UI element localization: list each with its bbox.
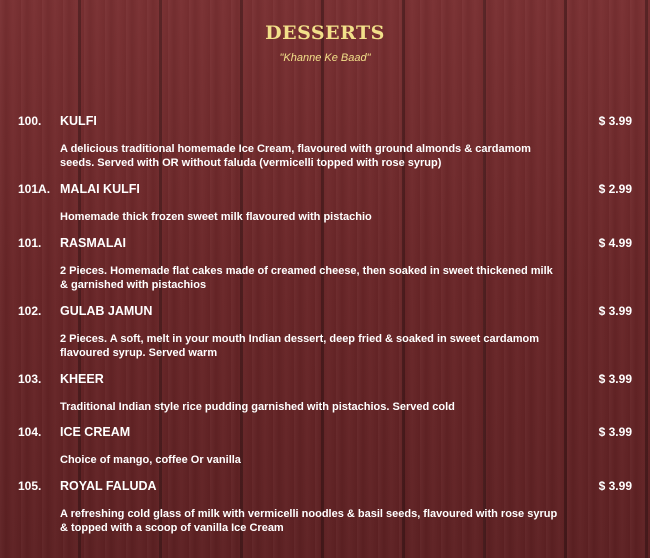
page-subtitle: "Khanne Ke Baad" [279,52,371,64]
item-name: KHEER [60,372,104,386]
item-name: ROYAL FALUDA [60,479,157,493]
item-number: 102. [18,304,42,318]
item-name: RASMALAI [60,236,126,250]
item-description: A delicious traditional homemade Ice Cream, flavoured with ground almonds & cardamom seeds. Served with OR without faluda (vermicelli topped with rose syrup) [60,143,531,169]
item-price: $ 3.99 [598,114,632,128]
item-price: $ 3.99 [598,425,632,439]
item-name: GULAB JAMUN [60,304,153,318]
item-description: Homemade thick frozen sweet milk flavoured with pistachio [60,211,372,223]
item-description: Traditional Indian style rice pudding garnished with pistachios. Served cold [60,401,455,413]
item-number: 101. [18,236,42,250]
item-number: 105. [18,479,42,493]
item-name: MALAI KULFI [60,182,140,196]
item-price: $ 3.99 [598,372,632,386]
item-price: $ 3.99 [598,479,632,493]
item-price: $ 4.99 [598,236,632,250]
item-description: A refreshing cold glass of milk with vermicelli noodles & basil seeds, flavoured with rose syrup & topped with a scoop of vanilla Ice Cream [60,508,558,534]
item-name: ICE CREAM [60,425,131,439]
item-description: Choice of mango, coffee Or vanilla [60,454,241,466]
item-price: $ 3.99 [598,304,632,318]
item-number: 103. [18,372,42,386]
item-number: 100. [18,114,42,128]
item-price: $ 2.99 [598,182,632,196]
page-title: DESSERTS [265,22,385,44]
item-name: KULFI [60,114,97,128]
item-number: 104. [18,425,42,439]
item-number: 101A. [18,182,51,196]
item-description: 2 Pieces. Homemade flat cakes made of creamed cheese, then soaked in sweet thickened milk & garnished with pistachios [60,265,553,291]
item-description: 2 Pieces. A soft, melt in your mouth Indian dessert, deep fried & soaked in sweet cardamom flavoured syrup. Served warm [60,333,540,359]
